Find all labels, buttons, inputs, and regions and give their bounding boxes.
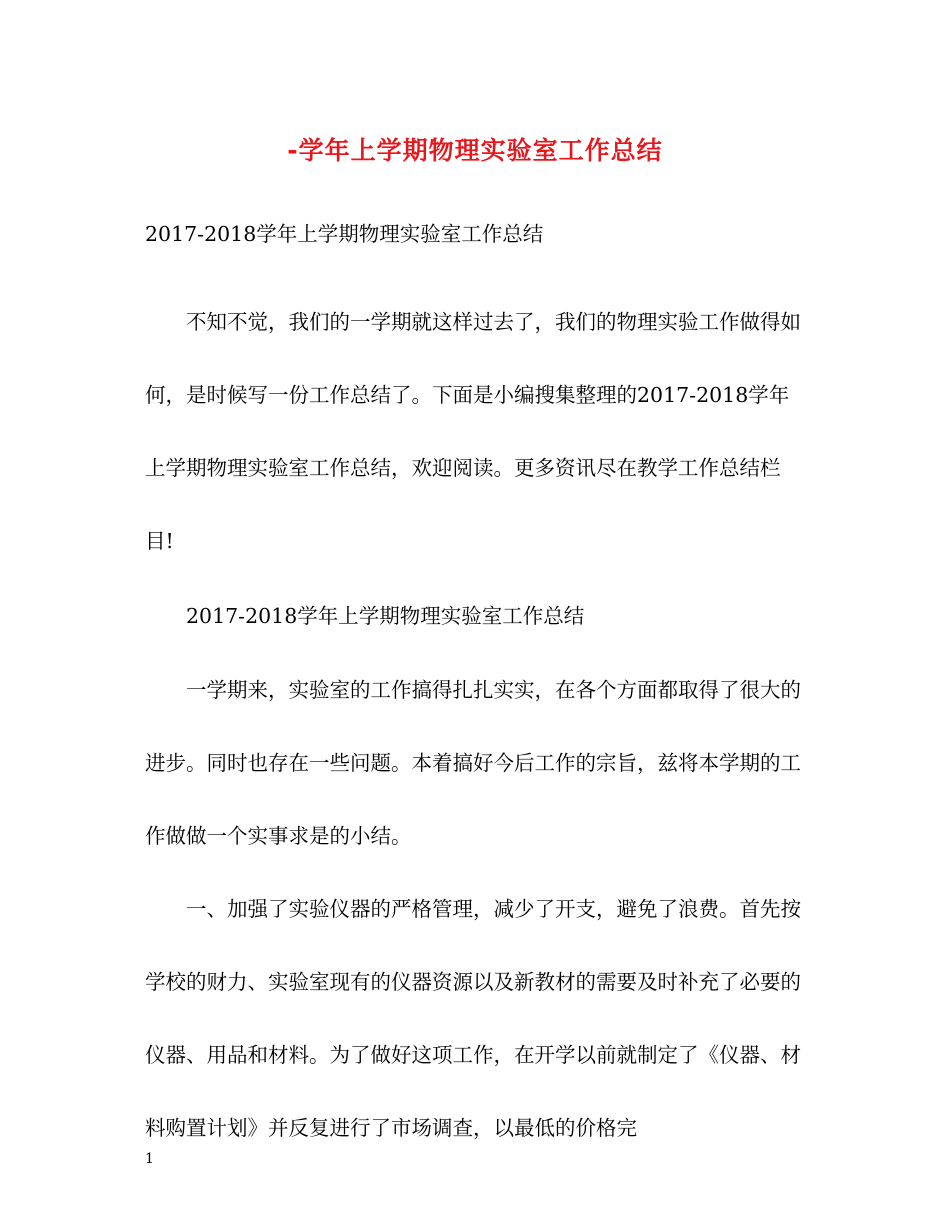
document-title: -学年上学期物理实验室工作总结 — [287, 136, 663, 165]
document-subtitle: 2017-2018学年上学期物理实验室工作总结 — [145, 222, 544, 246]
paragraph-summary-intro: 一学期来，实验室的工作搞得扎扎实实，在各个方面都取得了很大的进步。同时也存在一些问题。本着搞好今后工作的宗旨，兹将本学期的工作做做一个实事求是的小结。 — [145, 678, 801, 848]
page-number: 1 — [145, 1151, 154, 1167]
paragraph-section-one: 一、加强了实验仪器的严格管理，减少了开支，避免了浪费。首先按学校的财力、实验室现有的仪器资源以及新教材的需要及时补充了必要的仪器、用品和材料。为了做好这项工作，在开学以前就制定了《仪器、材料购置计划》并反复进行了市场调查，以最低的价格完 — [145, 897, 801, 1140]
document-body — [145, 214, 805, 1165]
paragraph-heading-repeat: 2017-2018学年上学期物理实验室工作总结 — [186, 604, 585, 628]
paragraph-intro: 不知不觉，我们的一学期就这样过去了，我们的物理实验工作做得如何，是时候写一份工作总结了。下面是小编搜集整理的2017-2018学年上学期物理实验室工作总结，欢迎阅读。更多资讯尽在教学工作总结栏目! — [145, 310, 801, 553]
